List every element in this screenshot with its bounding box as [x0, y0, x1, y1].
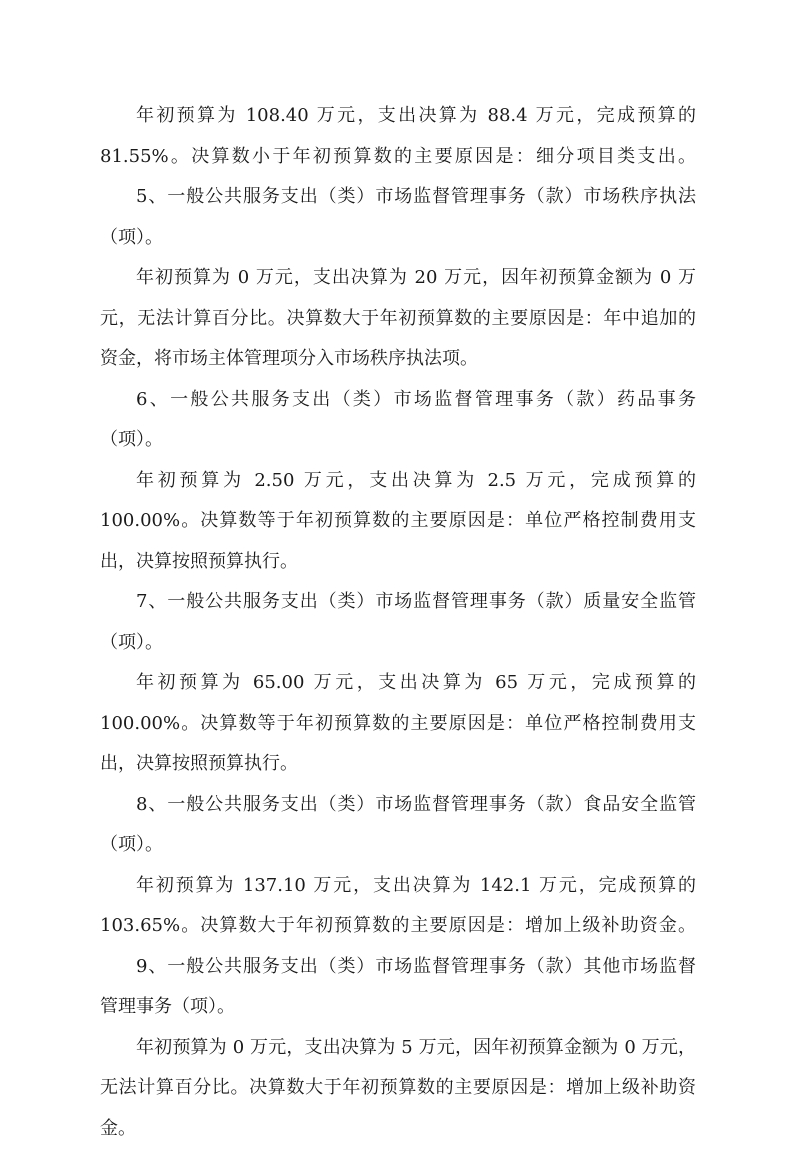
- line-23: 管理事务（项）。: [100, 987, 696, 1028]
- line-22: 9、一般公共服务支出（类）市场监督管理事务（款）其他市场监督: [100, 947, 696, 988]
- line-5: 年初预算为 0 万元，支出决算为 20 万元，因年初预算金额为 0 万: [100, 258, 696, 299]
- line-14: （项）。: [100, 623, 696, 664]
- line-15: 年初预算为 65.00 万元，支出决算为 65 万元，完成预算的: [100, 663, 696, 704]
- line-4: （项）。: [100, 218, 696, 259]
- line-19: （项）。: [100, 825, 696, 866]
- line-2: 81.55%。决算数小于年初预算数的主要原因是：细分项目类支出。: [100, 137, 696, 178]
- line-6: 元，无法计算百分比。决算数大于年初预算数的主要原因是：年中追加的: [100, 299, 696, 340]
- line-26: 金。: [100, 1109, 696, 1149]
- document-page: [100, 96, 696, 1149]
- line-25: 无法计算百分比。决算数大于年初预算数的主要原因是：增加上级补助资: [100, 1068, 696, 1109]
- line-21: 103.65%。决算数大于年初预算数的主要原因是：增加上级补助资金。: [100, 906, 696, 947]
- line-20: 年初预算为 137.10 万元，支出决算为 142.1 万元，完成预算的: [100, 866, 696, 907]
- line-24: 年初预算为 0 万元，支出决算为 5 万元，因年初预算金额为 0 万元，: [100, 1028, 696, 1069]
- line-12: 出，决算按照预算执行。: [100, 542, 696, 583]
- line-8: 6、一般公共服务支出（类）市场监督管理事务（款）药品事务: [100, 380, 696, 421]
- line-10: 年初预算为 2.50 万元，支出决算为 2.5 万元，完成预算的: [100, 461, 696, 502]
- line-3: 5、一般公共服务支出（类）市场监督管理事务（款）市场秩序执法: [100, 177, 696, 218]
- line-17: 出，决算按照预算执行。: [100, 744, 696, 785]
- line-9: （项）。: [100, 420, 696, 461]
- line-1: 年初预算为 108.40 万元，支出决算为 88.4 万元，完成预算的: [100, 96, 696, 137]
- line-7: 资金，将市场主体管理项分入市场秩序执法项。: [100, 339, 696, 380]
- line-16: 100.00%。决算数等于年初预算数的主要原因是：单位严格控制费用支: [100, 704, 696, 745]
- line-18: 8、一般公共服务支出（类）市场监督管理事务（款）食品安全监管: [100, 785, 696, 826]
- line-13: 7、一般公共服务支出（类）市场监督管理事务（款）质量安全监管: [100, 582, 696, 623]
- line-11: 100.00%。决算数等于年初预算数的主要原因是：单位严格控制费用支: [100, 501, 696, 542]
